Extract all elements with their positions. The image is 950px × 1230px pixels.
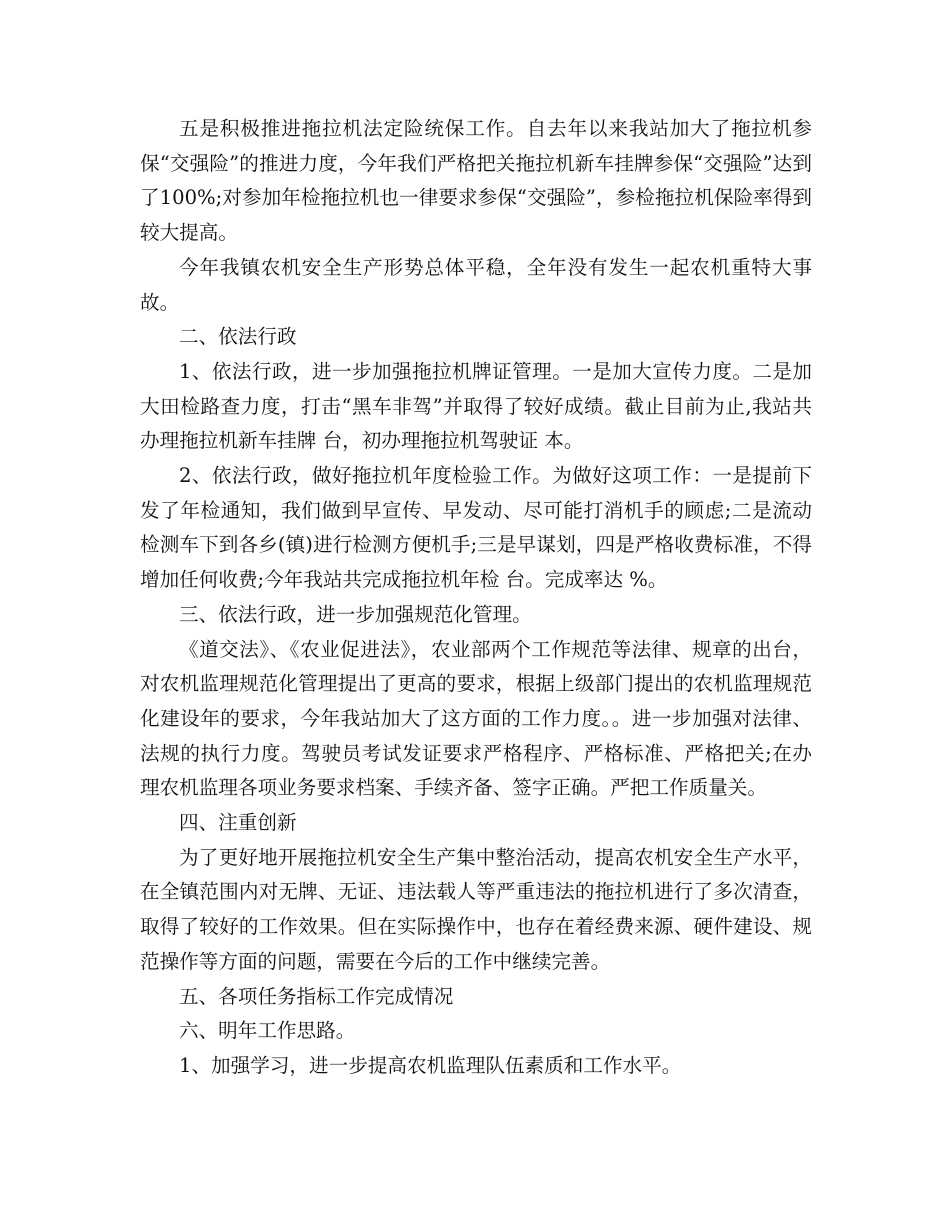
section-heading-2: 二、依法行政 [179, 325, 297, 349]
paragraph-study-plan: 1、加强学习，进一步提高农机监理队伍素质和工作水平。 [179, 1053, 682, 1077]
paragraph-safety-summary: 今年我镇农机安全生产形势总体平稳，全年没有发生一起农机重特大事故。 [140, 255, 812, 314]
section-heading-4: 四、注重创新 [179, 811, 297, 835]
document-body [140, 112, 812, 1084]
paragraph-annual-inspection: 2、依法行政，做好拖拉机年度检验工作。为做好这项工作：一是提前下发了年检通知，我们做到早宣传、早发动、尽可能打消机手的顾虑;二是流动检测车下到各乡(镇)进行检测方便机手;三是早谋划，四是严格收费标准，不得增加任何收费;今年我站共完成拖拉机年检 台。完成率达 %。 [140, 464, 812, 592]
paragraph-license-management: 1、依法行政，进一步加强拖拉机牌证管理。一是加大宣传力度。二是加大田检路查力度，打击“黑车非驾”并取得了较好成绩。截止目前为止,我站共办理拖拉机新车挂牌 台，初办理拖拉机驾驶证 本。 [140, 359, 812, 453]
section-heading-3: 三、依法行政，进一步加强规范化管理。 [179, 602, 532, 626]
paragraph-insurance: 五是积极推进拖拉机法定险统保工作。自去年以来我站加大了拖拉机参保“交强险”的推进力度，今年我们严格把关拖拉机新车挂牌参保“交强险”达到了100%;对参加年检拖拉机也一律要求参保“交强险”，参检拖拉机保险率得到较大提高。 [140, 117, 812, 245]
paragraph-standardization: 《道交法》、《农业促进法》，农业部两个工作规范等法律、规章的出台，对农机监理规范化管理提出了更高的要求，根据上级部门提出的农机监理规范化建设年的要求，今年我站加大了这方面的工作力度。。进一步加强对法律、法规的执行力度。驾驶员考试发证要求严格程序、严格标准、严格把关;在办理农机监理各项业务要求档案、手续齐备、签字正确。严把工作质量关。 [140, 637, 812, 800]
section-heading-6: 六、明年工作思路。 [179, 1019, 356, 1043]
section-heading-5: 五、各项任务指标工作完成情况 [179, 984, 454, 1008]
paragraph-innovation: 为了更好地开展拖拉机安全生产集中整治活动，提高农机安全生产水平，在全镇范围内对无牌、无证、违法载人等严重违法的拖拉机进行了多次清查，取得了较好的工作效果。但在实际操作中，也存在着经费来源、硬件建设、规范操作等方面的问题，需要在今后的工作中继续完善。 [140, 845, 812, 973]
